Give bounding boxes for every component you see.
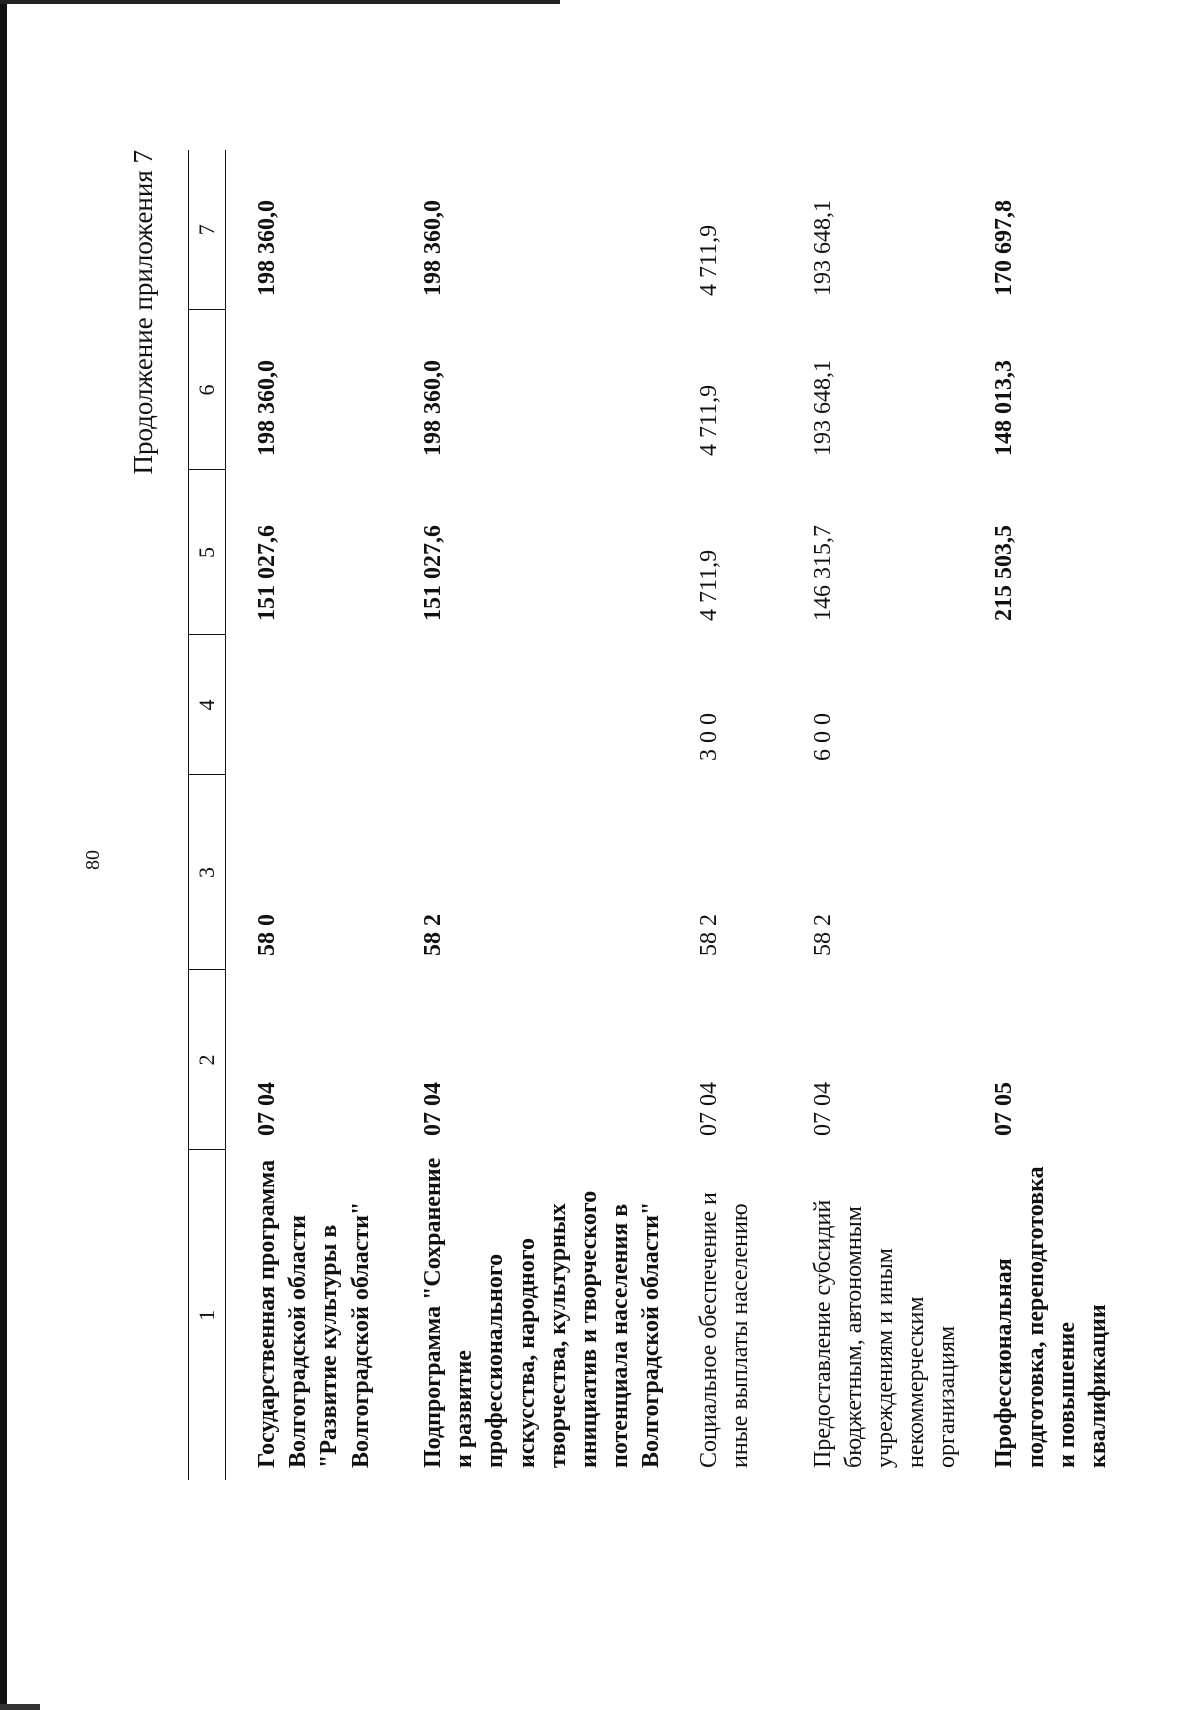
row-program-code: 58 2 <box>695 914 722 956</box>
header-col-2: 2 <box>189 970 226 1150</box>
row-amount-7: 198 360,0 <box>254 200 280 296</box>
row-amount-5: 215 503,5 <box>991 525 1018 621</box>
row-amount-7: 4 711,9 <box>695 224 722 296</box>
table-row <box>782 150 964 1480</box>
row-section-code: 07 04 <box>695 1082 722 1136</box>
row-amount-5: 151 027,6 <box>420 525 446 621</box>
row-program-code: 58 2 <box>420 914 446 956</box>
row-expense-type <box>963 635 1114 775</box>
row-expense-type <box>226 635 393 775</box>
row-amount-5: 151 027,6 <box>254 525 280 621</box>
header-row <box>189 150 226 1480</box>
table-row <box>392 150 668 1480</box>
row-description: Предоставление субсидий бюджетным, автономным учреждениям и иным некоммерческим организациям <box>809 1199 961 1468</box>
row-amount-6: 198 360,0 <box>254 360 280 456</box>
row-amount-6: 193 648,1 <box>809 360 836 456</box>
table-row <box>668 150 782 1480</box>
continuation-label: Продолжение приложения 7 <box>128 150 158 475</box>
row-description: Подпрограмма "Сохранение и развитие профессионального искусства, народного творчества, культурных инициатив и творческого потенциала населения в Волгоградской области" <box>420 1157 665 1468</box>
table-row <box>226 150 393 1480</box>
row-description: Государственная программа Волгоградской области "Развитие культуры в Волгоградской области" <box>254 1159 374 1468</box>
header-col-3: 3 <box>189 775 226 970</box>
header-col-7: 7 <box>189 150 226 310</box>
header-col-5: 5 <box>189 470 226 635</box>
row-section-code: 07 04 <box>254 1082 280 1136</box>
header-col-6: 6 <box>189 310 226 470</box>
row-section-code: 07 04 <box>809 1082 836 1136</box>
header-col-1: 1 <box>189 1150 226 1480</box>
row-section-code: 07 04 <box>420 1082 446 1136</box>
row-amount-7: 193 648,1 <box>809 200 836 296</box>
row-section-code: 07 05 <box>991 1082 1018 1136</box>
row-amount-6: 198 360,0 <box>420 360 446 456</box>
row-description: Социальное обеспечение и иные выплаты населению <box>695 1192 753 1468</box>
budget-table <box>188 150 1114 1480</box>
row-amount-7: 170 697,8 <box>991 200 1018 296</box>
row-amount-5: 4 711,9 <box>695 549 722 621</box>
row-program-code <box>963 775 1114 970</box>
page-number: 80 <box>82 850 104 870</box>
row-expense-type <box>392 635 668 775</box>
row-expense-type: 600 <box>809 707 836 761</box>
header-col-4: 4 <box>189 635 226 775</box>
scan-edge-bottom <box>0 1704 40 1710</box>
table-row <box>963 150 1114 1480</box>
row-amount-5: 146 315,7 <box>809 525 836 621</box>
row-program-code: 58 2 <box>809 914 836 956</box>
row-program-code: 58 0 <box>254 914 280 956</box>
row-description: Профессиональная подготовка, переподготовка и повышение квалификации <box>991 1166 1111 1468</box>
row-amount-7: 198 360,0 <box>420 200 446 296</box>
row-amount-6: 4 711,9 <box>695 384 722 456</box>
scan-edge-top <box>0 0 560 4</box>
rotated-page <box>0 40 1200 1680</box>
row-expense-type: 300 <box>695 707 722 761</box>
row-amount-6: 148 013,3 <box>991 360 1018 456</box>
